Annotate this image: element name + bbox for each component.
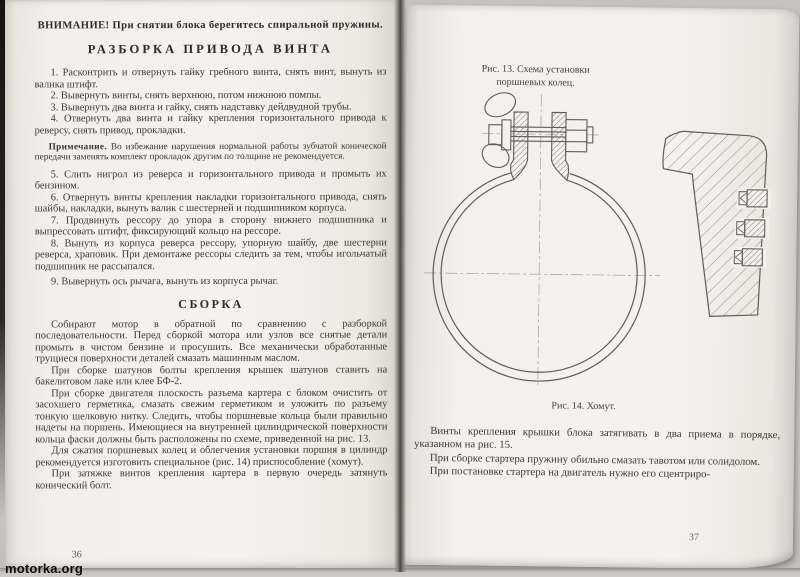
note-label: Примечание.: [48, 142, 107, 153]
paragraph: При сборке стартера пружину обильно смазать тавотом или солидолом.: [429, 451, 761, 468]
figure-13-caption: [440, 62, 630, 90]
paragraph: Винты крепления крышки блока затягивать в два приема в порядке, указанном на рис. 15.: [413, 424, 781, 452]
right-page-text-column: [414, 425, 781, 483]
technical-drawing: [411, 89, 791, 398]
clamp-lugs: [510, 112, 569, 180]
paragraph: При сборке двигателя плоскость разъема картера с блоком очистить от засохшего герметика, смазать свежим герметиком и уложить по разъему тонкую шелковую нитку. Следить, чтобы поршневые кольца были правильно надеты на поршень. Имеющиеся на внутренней цилиндрической поверхности кольца фаски должны быть расположены по схеме, приведенной на рис. 13.: [35, 387, 388, 446]
book-spine-shadow: [394, 0, 406, 572]
watermark-text: motorka.org: [5, 561, 84, 576]
left-page: [4, 0, 397, 569]
left-page-text-column: [34, 20, 387, 492]
warning-line: ВНИМАНИЕ! При снятии блока берегитесь спиральной пружины.: [37, 19, 384, 32]
section-title-assembly: СБОРКА: [178, 296, 244, 311]
list-item: 2. Вывернуть винты, снять верхнюю, потом нижнюю помпы.: [50, 89, 322, 102]
figure-13-caption-line2: поршневых колец.: [496, 76, 575, 89]
paragraph: Собирают мотор в обратной по сравнению с разборкой последовательности. Перед сборкой мотора или узлов все снятые детали промыть в чистом бензине и просушить. Все механически обработанные трущиеся поверхности деталей смазать машинным маслом.: [35, 318, 388, 365]
right-page: [401, 5, 800, 570]
centerlines: [423, 93, 663, 390]
section-title-disassembly: РАЗБОРКА ПРИВОДА ВИНТА: [87, 41, 334, 57]
note-paragraph: [35, 142, 387, 164]
paragraph: При сборке шатунов болты крепления крышек шатунов ставить на бакелитовом лаке или клее БФ-2.: [35, 364, 388, 388]
page-number-37: 37: [688, 532, 700, 544]
list-item: 3. Вывернуть два винта и гайку, снять надставку дейдвудной трубы.: [50, 101, 352, 113]
note-text: Во избежание нарушения нормальной работы зубчатой конической передачи заменять комплект прокладок другим по толщине не рекомендуется.: [34, 141, 387, 163]
list-item: 5. Слить нигрол из реверса и горизонтального привода и промыть их бензином.: [34, 168, 387, 192]
paragraph: Для сжатия поршневых колец и облегчения установки поршня в цилиндр рекомендуется изготовить специальное (рис. 14) приспособление (хомут).: [35, 444, 388, 469]
piston-section: [661, 131, 772, 317]
piston-rings: [732, 188, 771, 268]
figure-13-caption-line1: Рис. 13. Схема установки: [481, 63, 590, 76]
list-item: 9. Вывернуть ось рычага, вынуть из корпуса рычаг.: [50, 275, 279, 288]
figure-14-caption: Рис. 14. Хомут.: [551, 400, 616, 413]
list-item: 8. Вынуть из корпуса реверса рессору, упорную шайбу, две шестерни реверса, храповик. При демонтаже рессоры следить за тем, чтобы игольчатый подшипник не рассыпался.: [34, 237, 387, 273]
paragraph: При постановке стартера на двигатель нужно его сцентриро-: [429, 465, 711, 481]
page-number-36: 36: [71, 549, 82, 561]
paragraph: При затяжке винтов крепления картера в первую очередь затянуть конический болт.: [35, 467, 388, 492]
clamp-band: [432, 172, 647, 382]
list-item: 7. Продвинуть рессору до упора в сторону нижнего подшипника и выпрессовать штифт, фиксирующий кольцо на рессоре.: [34, 214, 387, 238]
list-item: 6. Отвернуть винты крепления накладки горизонтального привода, снять шайбы, накладки, вынуть валик с шестерней и подшипником корпуса.: [34, 191, 387, 215]
list-item: 1. Расконтрить и отвернуть гайку гребного винта, снять винт, вынуть из валика штифт.: [34, 66, 387, 90]
list-item: 4. Отвернуть два винта и гайку крепления горизонтального привода к реверсу, снять привод, прокладки.: [34, 112, 387, 136]
